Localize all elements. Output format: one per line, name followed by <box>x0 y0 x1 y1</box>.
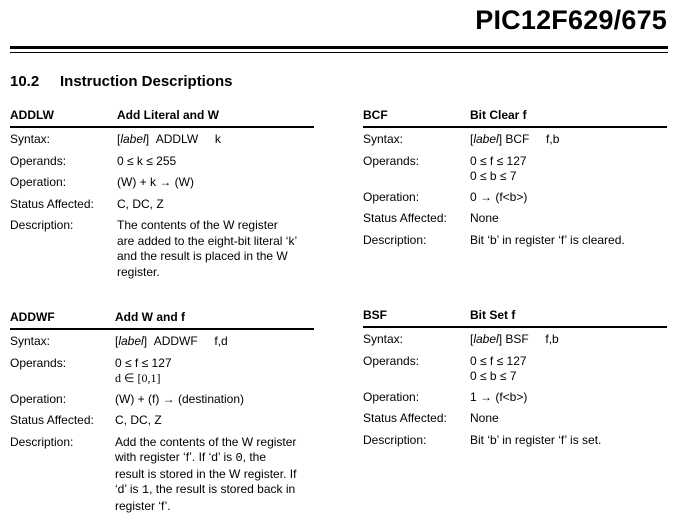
syntax-row: Syntax: [label] BCF f,b <box>363 132 560 146</box>
syntax-label-placeholder: label <box>118 334 144 348</box>
syntax-args: k <box>214 132 221 146</box>
instruction-header <box>10 108 314 126</box>
description-line <box>115 450 314 467</box>
syntax-label-placeholder: label <box>473 332 499 346</box>
instruction-header <box>363 308 667 326</box>
syntax-opcode: BSF <box>505 332 529 346</box>
instruction-mnemonic: ADDLW <box>10 108 54 122</box>
header-rule-thick <box>10 46 668 49</box>
operation-value: 1 → (f<b>) <box>470 389 528 404</box>
instruction-header <box>363 108 667 126</box>
instruction-name: Add Literal and W <box>117 108 219 122</box>
status-label: Status Affected: <box>10 413 94 427</box>
description-line: register. <box>117 264 160 279</box>
status-row <box>363 211 667 227</box>
instruction-block-bsf <box>363 308 667 448</box>
syntax-opcode: ADDWF <box>153 334 198 348</box>
operation-label: Operation: <box>10 175 67 189</box>
document-title: PIC12F629/675 <box>475 5 667 35</box>
operands-label: Operands: <box>363 153 420 168</box>
status-value: None <box>470 211 499 225</box>
operand-line: 0 ≤ f ≤ 127 <box>470 153 527 168</box>
operand-line: 0 ≤ k ≤ 255 <box>117 153 177 168</box>
syntax-label: Syntax: <box>10 334 51 348</box>
operation-row <box>10 392 314 408</box>
description-row <box>10 218 314 280</box>
description-row <box>10 435 314 515</box>
description-text: with register ‘f’. If ‘d’ is <box>115 450 236 464</box>
description-line <box>115 482 314 499</box>
header-underline <box>363 126 667 128</box>
instruction-name: Bit Clear f <box>470 108 527 122</box>
description-line: register ‘f’. <box>115 498 171 513</box>
operation-row <box>363 390 667 406</box>
description-code: 1 <box>141 483 150 497</box>
description-label: Description: <box>363 232 427 247</box>
operation-value: (W) + k → (W) <box>117 175 194 189</box>
syntax-label-placeholder: label <box>473 132 499 146</box>
status-value: C, DC, Z <box>115 413 162 427</box>
status-row <box>10 413 314 429</box>
header-underline <box>363 326 667 328</box>
operation-row <box>363 190 667 206</box>
status-label: Status Affected: <box>363 411 447 425</box>
instruction-block-bcf <box>363 108 667 248</box>
operands-label: Operands: <box>10 355 67 370</box>
description-label: Description: <box>10 218 74 232</box>
description-text: ‘d’ is <box>115 482 142 496</box>
instruction-block-addlw <box>10 108 314 280</box>
syntax-args: f,d <box>214 334 228 348</box>
description-line: are added to the eight-bit literal ‘k’ <box>117 233 298 248</box>
instruction-mnemonic: BCF <box>363 108 388 122</box>
syntax-row: Syntax: [label] BSF f,b <box>363 332 559 346</box>
operation-row <box>10 175 314 191</box>
operands-row <box>10 154 314 170</box>
section-title-text: Instruction Descriptions <box>60 73 233 90</box>
syntax-args: f,b <box>546 132 560 146</box>
operands-row <box>363 354 667 385</box>
status-label: Status Affected: <box>363 211 447 225</box>
operand-line: 0 ≤ b ≤ 7 <box>470 169 517 183</box>
description-line: Bit ‘b’ in register ‘f’ is set. <box>470 432 602 447</box>
description-code: 0 <box>235 451 243 465</box>
syntax-label: Syntax: <box>363 132 404 146</box>
status-value: None <box>470 411 499 425</box>
section-heading <box>10 73 233 90</box>
instruction-name: Add W and f <box>115 310 185 324</box>
description-label: Description: <box>10 434 74 449</box>
syntax-args: f,b <box>545 332 559 346</box>
syntax-opcode: BCF <box>505 132 530 146</box>
status-value: C, DC, Z <box>117 196 164 211</box>
syntax-opcode: ADDLW <box>155 132 199 146</box>
status-label: Status Affected: <box>10 196 94 211</box>
operation-label: Operation: <box>363 189 420 204</box>
operation-label: Operation: <box>10 391 67 406</box>
instruction-mnemonic: BSF <box>363 308 387 322</box>
instruction-block-addwf <box>10 310 314 514</box>
description-label: Description: <box>363 432 427 447</box>
description-line: Bit ‘b’ in register ‘f’ is cleared. <box>470 232 625 247</box>
description-text: , the result is stored back in <box>149 482 296 496</box>
status-row <box>363 411 667 427</box>
instruction-mnemonic: ADDWF <box>10 310 55 324</box>
description-line: The contents of the W register <box>117 218 278 232</box>
description-line: result is stored in the W register. If <box>115 466 297 481</box>
description-line: and the result is placed in the W <box>117 249 288 263</box>
operation-value: (W) + (f) → (destination) <box>115 391 245 406</box>
operands-label: Operands: <box>10 153 67 168</box>
operand-line: 0 ≤ f ≤ 127 <box>115 355 172 370</box>
header-underline <box>10 126 314 128</box>
operation-value: 0 → (f<b>) <box>470 189 528 204</box>
instruction-header <box>10 310 314 328</box>
description-line: Add the contents of the W register <box>115 434 297 449</box>
syntax-row: Syntax: [label] ADDWF f,d <box>10 334 228 348</box>
status-row <box>10 197 314 213</box>
operation-label: Operation: <box>363 389 420 404</box>
syntax-row: Syntax: [label] ADDLW k <box>10 132 221 146</box>
description-row <box>363 233 667 249</box>
operands-label: Operands: <box>363 353 420 368</box>
description-text: , the <box>242 450 267 464</box>
operand-line: 0 ≤ f ≤ 127 <box>470 353 527 368</box>
syntax-label: Syntax: <box>10 132 51 146</box>
operand-line: 0 ≤ b ≤ 7 <box>470 369 517 383</box>
syntax-label: Syntax: <box>363 332 404 346</box>
header-underline <box>10 328 314 330</box>
syntax-label-placeholder: label <box>120 132 146 146</box>
operands-row <box>363 154 667 185</box>
instruction-name: Bit Set f <box>470 308 516 322</box>
header-rule-thin <box>10 52 668 53</box>
section-number: 10.2 <box>10 73 40 90</box>
operand-line: d ∈ [0,1] <box>115 371 161 385</box>
description-row <box>363 433 667 449</box>
operands-row <box>10 356 314 387</box>
